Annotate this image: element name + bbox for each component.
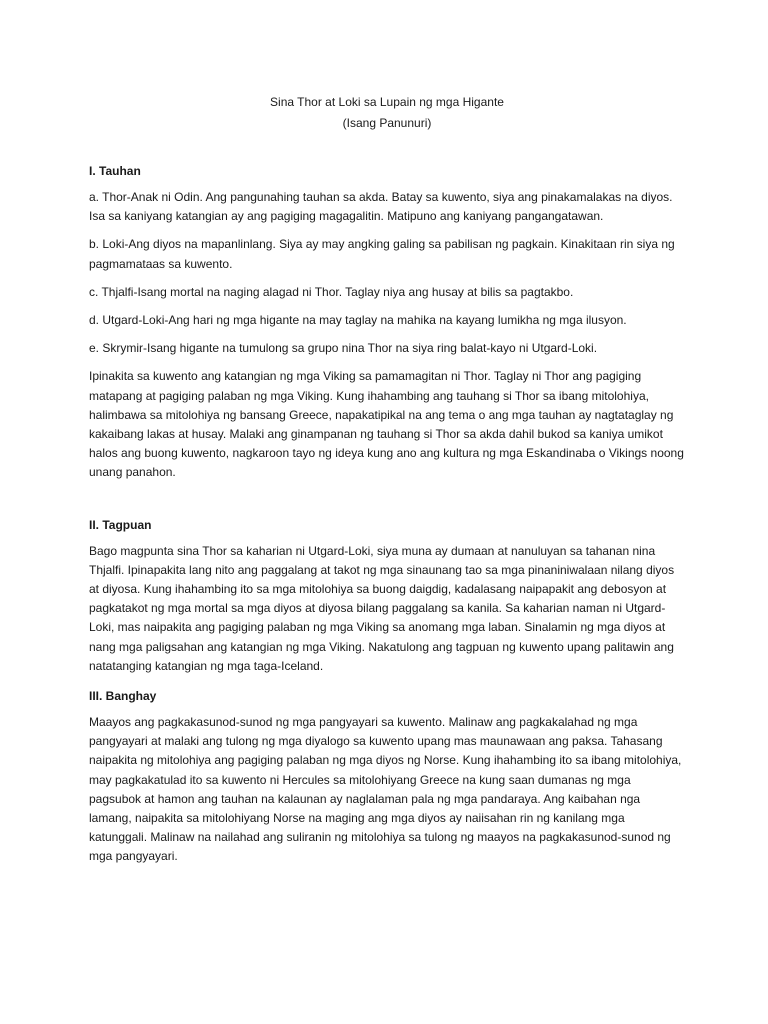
title-block xyxy=(89,92,685,134)
document-body xyxy=(89,92,685,876)
section-heading-tagpuan: II. Tagpuan xyxy=(89,517,152,532)
document-subtitle: (Isang Panunuri) xyxy=(342,116,432,130)
section-heading-banghay: III. Banghay xyxy=(89,689,157,704)
paragraph-utgard-loki: d. Utgard-Loki-Ang hari ng mga higante na may taglay na mahika na kayang lumikha ng mga ilusyon. xyxy=(89,313,627,328)
paragraph-banghay: Maayos ang pagkakasunod-sunod ng mga pangyayari sa kuwento. Malinaw ang pagkakalahad ng mga pangyayari at malaki ang tulong ng mga diyalogo sa kuwento upang mas maunawaan ang paksa. Tahasang naipakita ng mitolohiya ang pagiging palaban ng mga diyos ng Norse. Kung ihahambing ito sa ibang mitolohiya, may pagkakatulad ito sa kuwento ni Hercules sa mitolohiyang Greece na kung saan dumanas ng mga pagsubok at hamon ang tauhan na kalaunan ay naglalaman pala ng mga pandaraya. Ang kaibahan nga lamang, naipakita sa mitolohiyang Norse na maging ang mga diyos ay naiisahan rin ng kanilang mga katunggali. Malinaw na nailahad ang suliranin ng mitolohiya sa tulong ng maayos na pagkakasunod-sunod ng mga pangyayari. xyxy=(89,715,682,864)
paragraph-tauhan-analysis: Ipinakita sa kuwento ang katangian ng mga Viking sa pamamagitan ni Thor. Taglay ni Thor ang pagiging matapang at pagiging palaban ng mga Viking. Kung ihahambing ang tauhang si Thor sa ibang mitolohiya, halimbawa sa mitolohiya ng bansang Greece, napakatipikal na ang tema o ang mga tauhan ay nagtataglay ng kakaibang lakas at husay. Malaki ang ginampanan ng tauhang si Thor sa akda dahil bukod sa kaniya umikot halos ang buong kuwento, nagkaroon tayo ng ideya kung ano ang kultura ng mga Eskandinaba o Vikings noong unang panahon. xyxy=(89,369,684,480)
section-heading-tauhan: I. Tauhan xyxy=(89,164,141,178)
paragraph-thjalfi: c. Thjalfi-Isang mortal na naging alagad ni Thor. Taglay niya ang husay at bilis sa pagtakbo. xyxy=(89,284,574,299)
document-title: Sina Thor at Loki sa Lupain ng mga Higante xyxy=(270,95,504,109)
section-spacer xyxy=(89,492,685,516)
paragraph-loki: b. Loki-Ang diyos na mapanlinlang. Siya ay may angking galing sa pabilisan ng pagkain. Kinakitaan rin siya ng pagmamataas sa kuwento. xyxy=(89,237,675,271)
paragraph-tagpuan: Bago magpunta sina Thor sa kaharian ni Utgard-Loki, siya muna ay dumaan at nanuluyan sa tahanan nina Thjalfi. Ipinapakita lang nito ang paggalang at takot ng mga sinaunang tao sa mga pinaniniwalaan nilang diyos at diyosa. Kung ihahambing ito sa mga mitolohiya sa buong daigdig, kadalasang naipapakit ang debosyon at pagkatakot ng mga mortal sa mga diyos at diyosa bilang paggalang sa kanila. Sa kaharian naman ni Utgard-Loki, mas naipakita ang pagiging palaban ng mga Viking sa anomang mga laban. Sinalamin ng mga diyos at nang mga paligsahan ang katangian ng mga Viking. Nakatulong ang tagpuan ng kuwento upang palitawin ang natatanging katangian ng mga taga-Iceland. xyxy=(89,543,675,673)
paragraph-thor: a. Thor-Anak ni Odin. Ang pangunahing tauhan sa akda. Batay sa kuwento, siya ang pinakamalakas na diyos. Isa sa kaniyang katangian ay ang pagiging magagalitin. Matipuno ang kaniyang pangangatawan. xyxy=(89,190,673,224)
paragraph-skrymir: e. Skrymir-Isang higante na tumulong sa grupo nina Thor na siya ring balat-kayo ni Utgard-Loki. xyxy=(89,341,598,356)
